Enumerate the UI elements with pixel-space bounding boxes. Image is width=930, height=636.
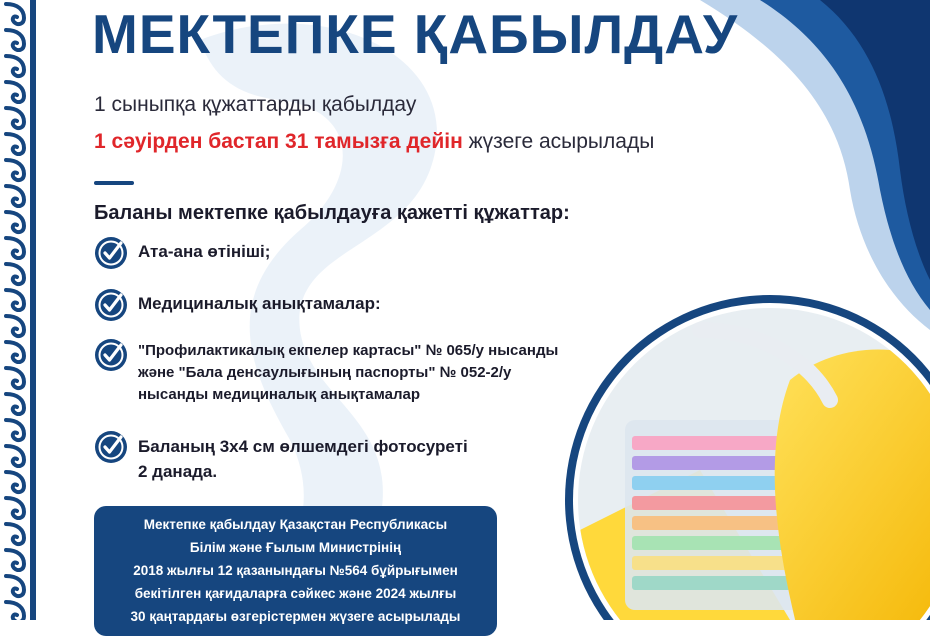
list-item-line: нысанды медициналық анықтамалар	[138, 386, 421, 403]
note-line: Мектепке қабылдау Қазақстан Республикасы	[143, 517, 448, 532]
list-item-line: Медициналық анықтамалар:	[138, 294, 381, 313]
check-circle-icon	[94, 288, 128, 322]
list-item-text	[138, 236, 270, 263]
list-item	[94, 288, 381, 322]
note-line: 2018 жылғы 12 қазанындағы №564 бұйрығымен	[133, 563, 458, 578]
list-item-line: "Профилактикалық екпелер картасы" № 065/у нысанды	[138, 342, 559, 359]
note-line: бекітілген қағидаларға сәйкес және 2024 жылғы	[134, 586, 457, 601]
list-item-line: және "Бала денсаулығының паспорты" № 052-2/у	[138, 364, 512, 381]
list-item-text	[138, 288, 381, 315]
documents-heading: Баланы мектепке қабылдауға қажетті құжаттар:	[94, 202, 570, 224]
list-item-line: Ата-ана өтініші;	[138, 242, 271, 261]
list-item-line: Баланың 3х4 см өлшемдегі фотосуреті	[138, 437, 468, 456]
note-line: Білім және Ғылым Министрінің	[189, 540, 402, 555]
check-circle-icon	[94, 236, 128, 270]
check-circle-icon	[94, 338, 128, 372]
subtitle-line2-rest: жүзеге асырылады	[462, 130, 655, 153]
list-item	[94, 338, 558, 406]
subtitle-line2	[94, 130, 654, 154]
page-title: МЕКТЕПКЕ ҚАБЫЛДАУ	[92, 3, 739, 65]
subtitle-line1: 1 сыныпқа құжаттарды қабылдау	[94, 93, 417, 116]
list-item-text	[138, 430, 468, 484]
date-range-highlight: 1 сәуірден бастап 31 тамызға дейін	[94, 130, 463, 153]
legal-note-box	[94, 506, 497, 636]
check-circle-icon	[94, 430, 128, 464]
note-line: 30 қаңтардағы өзгерістермен жүзеге асырылады	[130, 609, 461, 624]
list-item-text	[138, 338, 558, 406]
divider	[94, 181, 134, 185]
list-item	[94, 236, 270, 270]
list-item-line: 2 данада.	[138, 462, 218, 481]
list-item	[94, 430, 468, 484]
